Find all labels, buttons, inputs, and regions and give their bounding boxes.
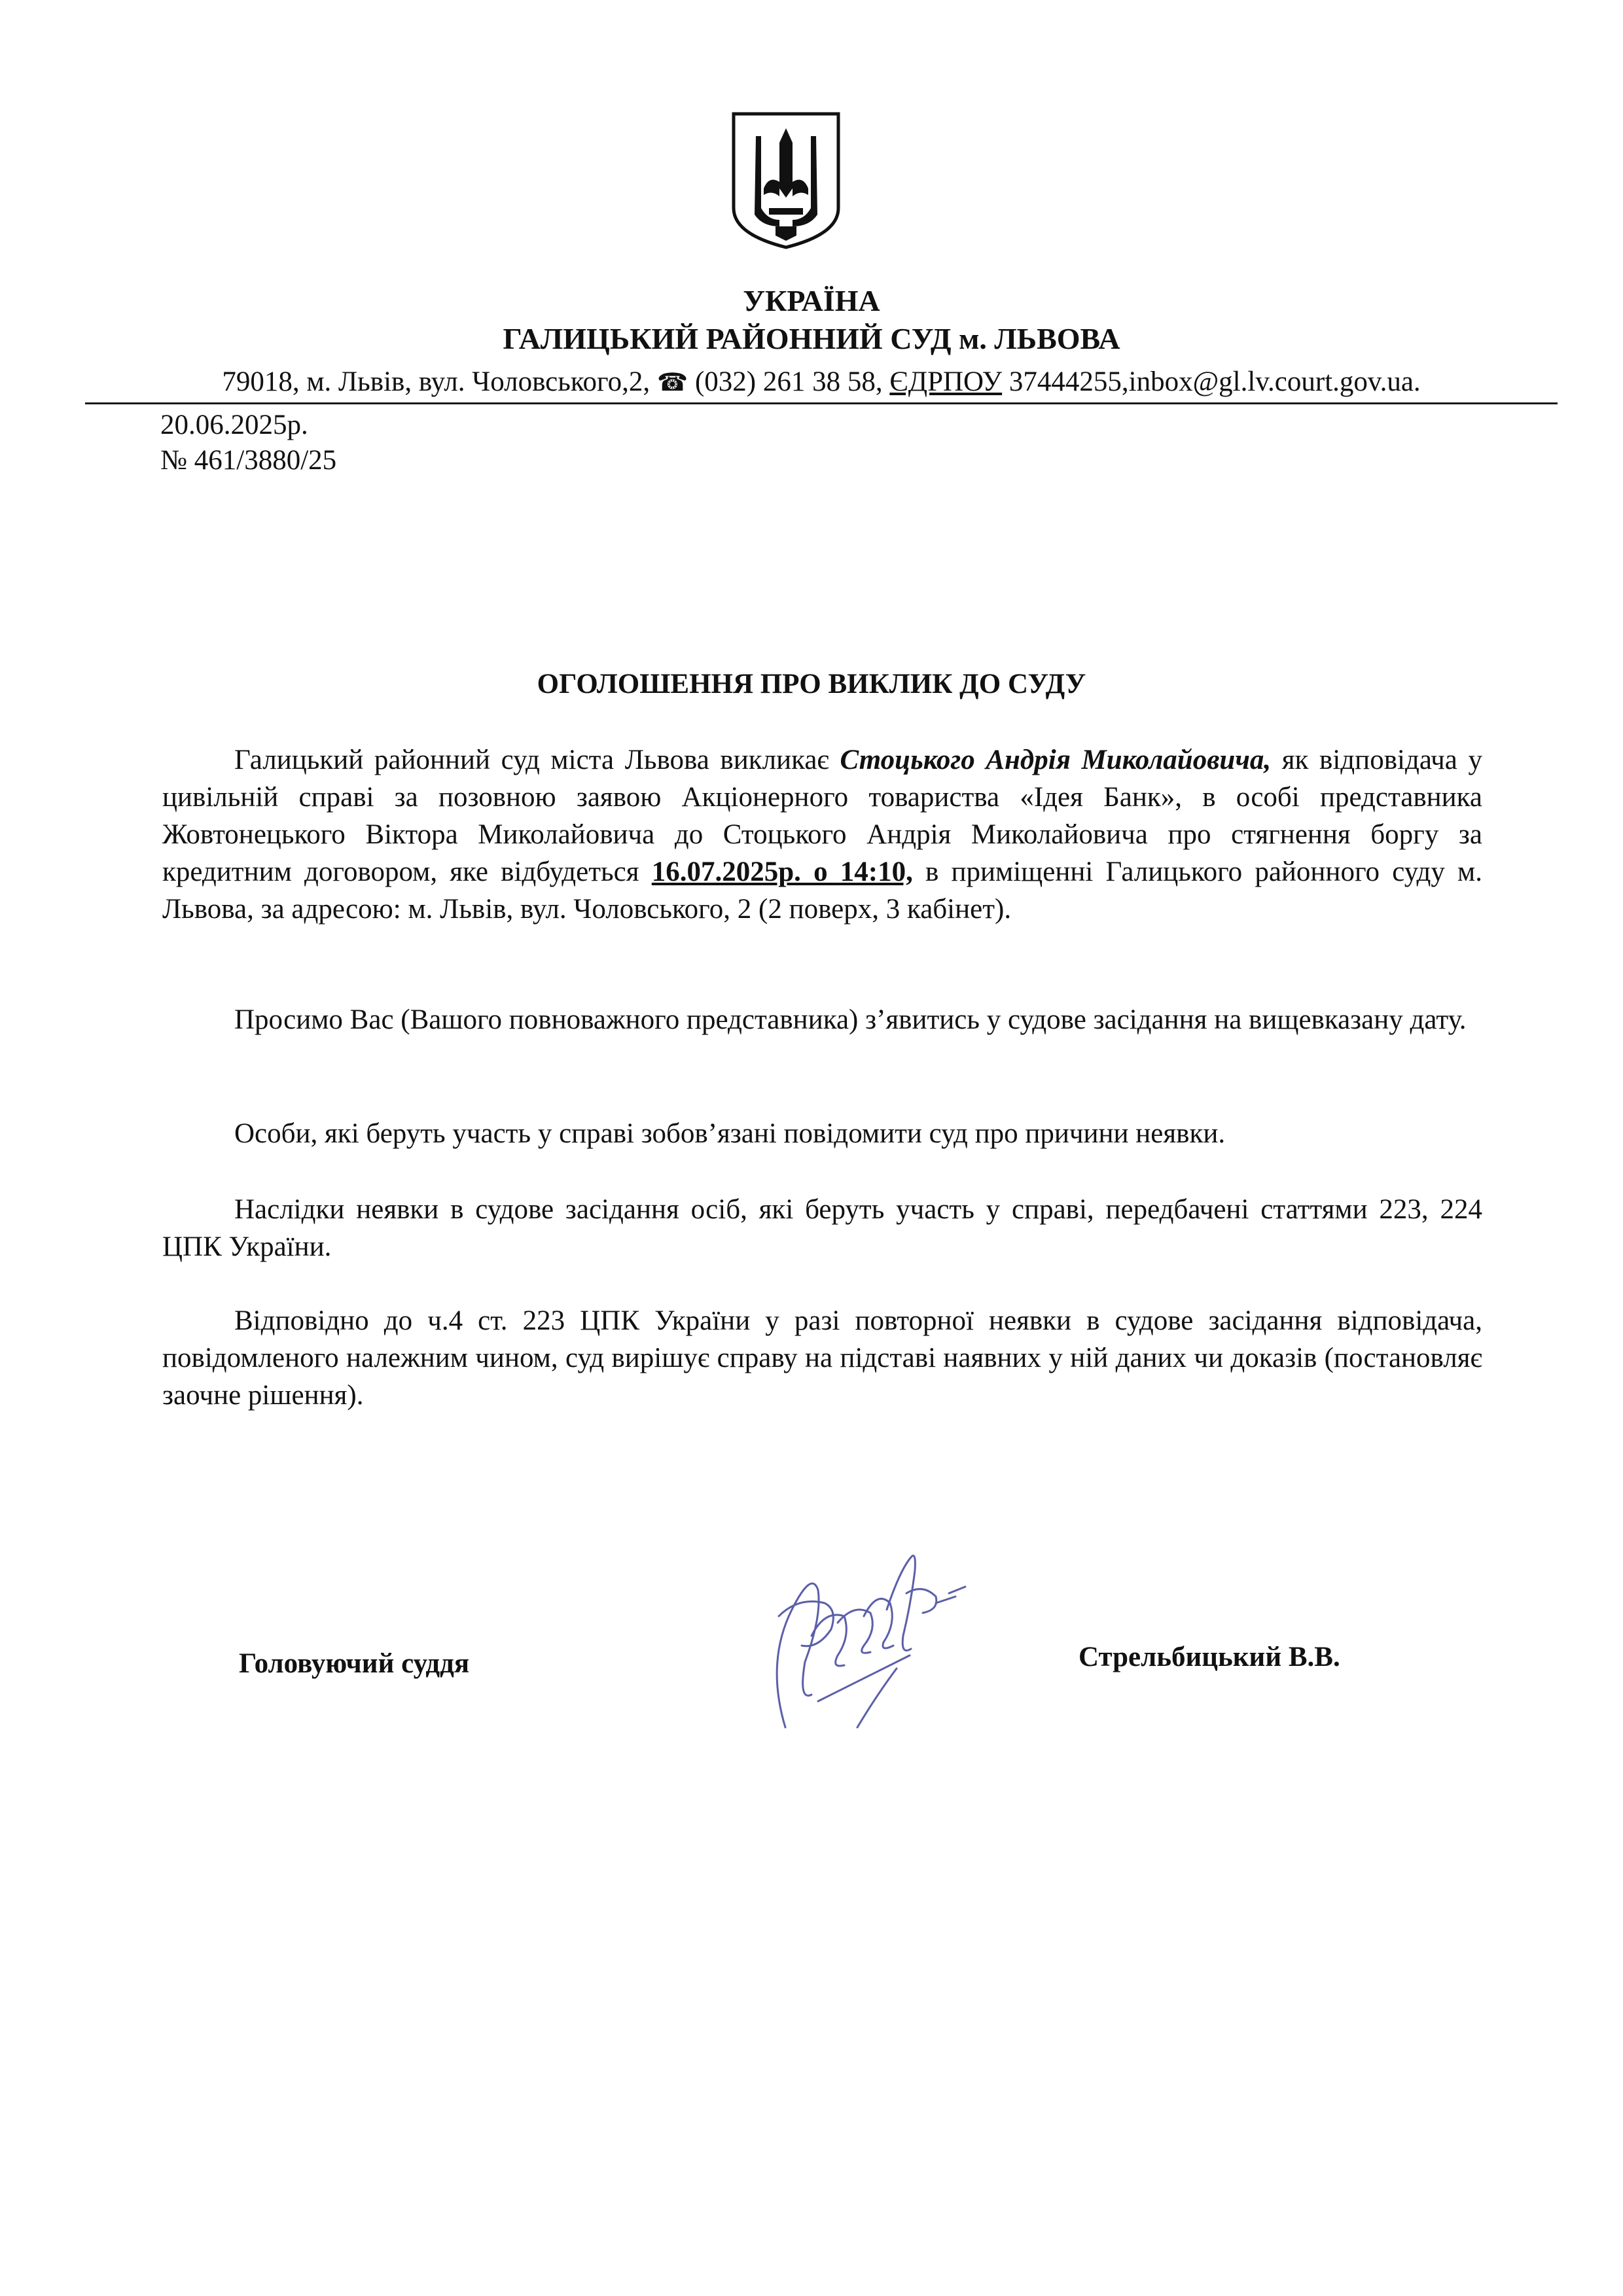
- paragraph-request: Просимо Вас (Вашого повноважного представника) з’явитись у судове засідання на вищевказану дату.: [234, 1004, 1467, 1035]
- address-text: 79018, м. Львів, вул. Чоловського,2,: [222, 366, 651, 397]
- phone-number: (032) 261 38 58,: [694, 366, 883, 397]
- notice-title: ОГОЛОШЕННЯ ПРО ВИКЛИК ДО СУДУ: [537, 669, 1086, 699]
- court-address-line: [85, 364, 1558, 401]
- court-heading: ГАЛИЦЬКИЙ РАЙОННИЙ СУД м. ЛЬВОВА: [503, 322, 1120, 355]
- paragraph-default-judgment: Відповідно до ч.4 ст. 223 ЦПК України у разі повторної неявки в судове засідання відповідача, повідомленого належним чином, суд вирішує справу на підставі наявних у ній даних чи доказів (постановляє заочне рішення).: [162, 1305, 1482, 1411]
- presiding-judge-label: Головуючий суддя: [239, 1648, 470, 1679]
- defendant-name: Стоцького Андрія Миколайовича,: [840, 745, 1272, 775]
- judge-signature: [740, 1531, 975, 1747]
- coat-of-arms-icon: [730, 110, 842, 251]
- summons-location: в приміщенні Галицького районного суду м. Львова, за адресою: м. Львів, вул. Чоловського, 2 (2 поверх, 3 кабінет).: [162, 857, 1483, 925]
- header-divider: [85, 402, 1558, 404]
- judge-name: Стрельбицький В.В.: [1079, 1642, 1340, 1672]
- document-date: 20.06.2025р.: [160, 410, 308, 440]
- hearing-datetime: 16.07.2025р. о 14:10,: [651, 857, 913, 887]
- phone-icon: ☎: [656, 369, 688, 397]
- summons-intro: Галицький районний суд міста Львова викликає: [234, 745, 829, 775]
- case-number: № 461/3880/25: [160, 445, 337, 476]
- paragraph-absence-duty: Особи, які беруть участь у справі зобов’язані повідомити суд про причини неявки.: [234, 1118, 1226, 1149]
- country-heading: УКРАЇНА: [743, 284, 880, 317]
- edrpou-label: ЄДРПОУ: [889, 366, 1003, 397]
- edrpou-email: 37444255,inbox@gl.lv.court.gov.ua.: [1008, 366, 1421, 397]
- summons-details: як відповідача у цивільній справі за позовною заявою Акціонерного товариства «Ідея Банк», в особі представника Жовтонецького Віктора Миколайовича до Стоцького Андрія Миколайовича про стягнення боргу за кредитним договором, яке відбудеться: [162, 745, 1483, 887]
- paragraph-summons: [162, 741, 1482, 928]
- paragraph-consequences: Наслідки неявки в судове засідання осіб, які беруть участь у справі, передбачені статтями 223, 224 ЦПК України.: [162, 1194, 1482, 1262]
